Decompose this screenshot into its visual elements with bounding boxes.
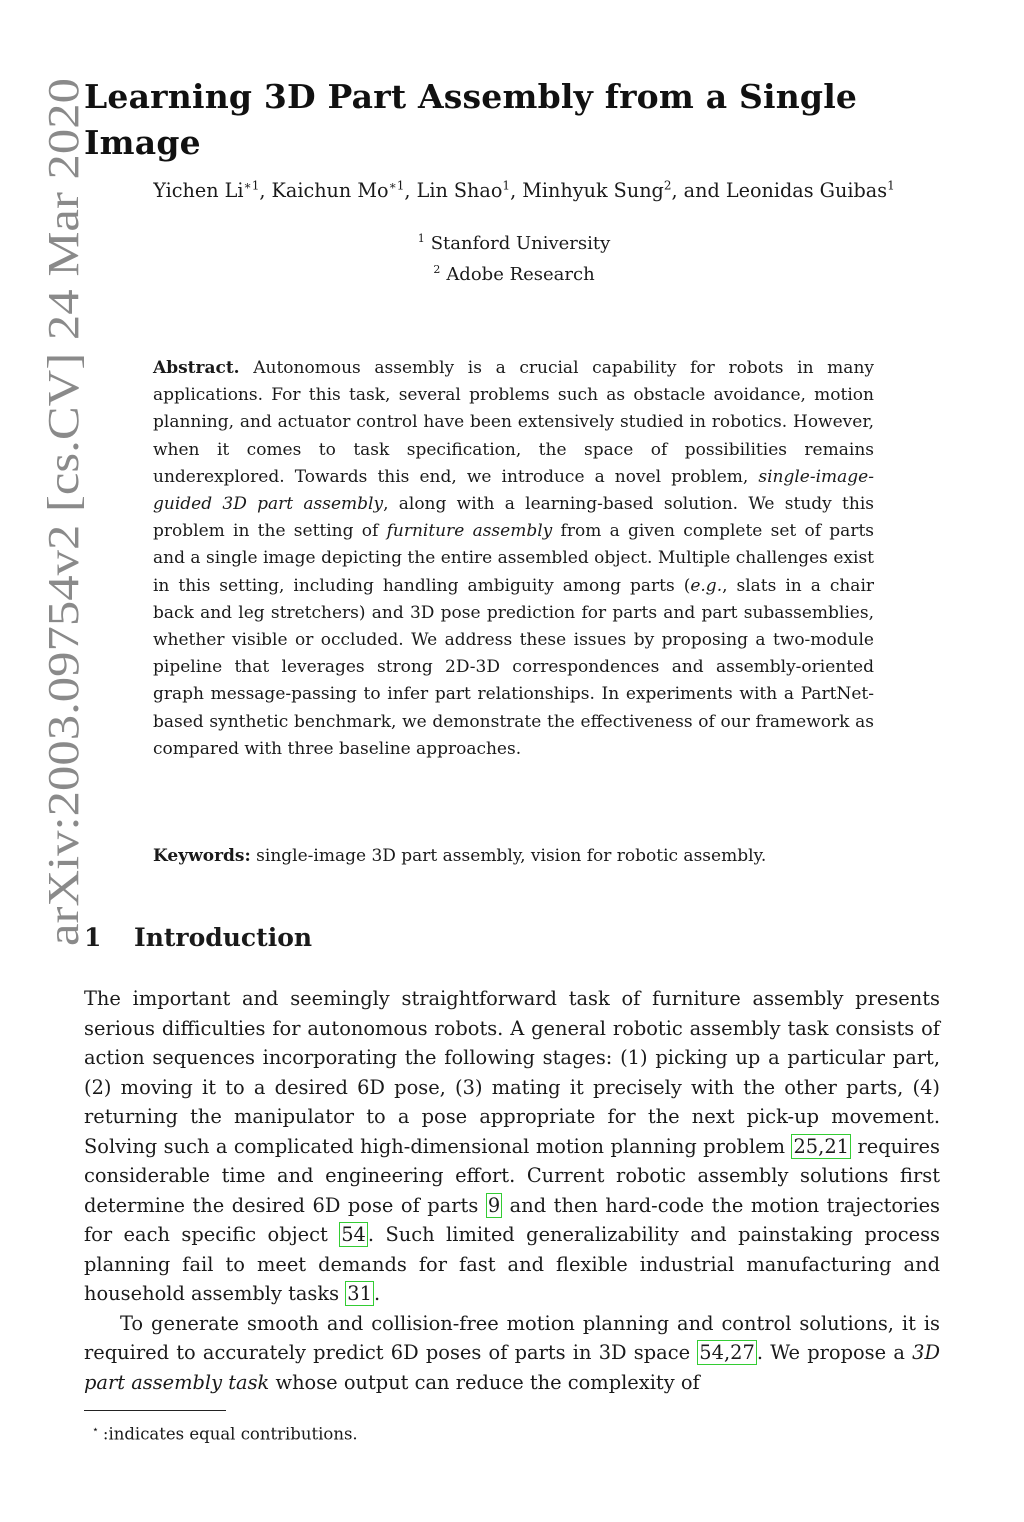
author-name: Lin Shao [416,179,503,203]
abstract-emphasis: furniture assembly [386,521,553,542]
citation-link[interactable]: 9 [487,1193,501,1217]
abstract-text: , slats in a chair back and leg stretchers) and 3D pose prediction for parts and part subassemblies, whether visible or occluded. We address these issues by proposing a two-module pipeline that leverages strong 2D-3D correspondences and assembly-oriented graph message-passing to infer part relationships. In experiments with a PartNet-based synthetic benchmark, we demonstrate the effectiveness of our framework as compared with three baseline approaches. [153,575,875,759]
body-emphasis: 3D part assembly task [84,1341,940,1394]
author-name: Yichen Li [153,179,244,203]
citation-link[interactable]: 54 [341,1223,366,1246]
author-affil-mark: 1 [887,179,895,193]
citation-link[interactable]: 31 [347,1282,372,1305]
author-list [84,170,964,207]
footnote [84,1418,784,1447]
author-separator: , [510,179,523,203]
abstract-label: Abstract. [153,358,240,378]
author [726,179,895,202]
keywords-label: Keywords: [153,846,251,866]
introduction-body [84,984,940,1397]
footnote-text: :indicates equal contributions. [102,1424,358,1444]
affiliation [84,226,944,257]
citation-number: 27 [730,1341,755,1364]
body-text-run: . Such limited generalizability and painstaking process planning fail to meet demands for fast and flexible industrial manufacturing and household assembly tasks [84,1223,940,1305]
author [417,179,523,202]
section-title: Introduction [134,923,313,952]
body-paragraph [84,1309,940,1398]
citation-link[interactable]: 54,27 [699,1341,755,1364]
author [153,179,271,202]
author-name: Minhyuk Sung [522,179,664,203]
citation-link[interactable]: 25,21 [793,1134,849,1158]
keywords [153,843,893,870]
affiliations [84,226,944,288]
affiliation-name: Adobe Research [446,264,595,285]
author-separator: , and [671,179,726,203]
abstract-emphasis: single-image-guided 3D part assembly [153,466,874,515]
citation-number: 25 [793,1134,819,1158]
body-text-run: . [373,1282,381,1305]
affiliation [84,257,944,288]
author-name: Kaichun Mo [271,179,389,203]
body-text-run: . We propose a [756,1341,913,1364]
body-text-run: and then hard-code the motion trajectories for each specific object [84,1193,940,1246]
section-heading [84,918,312,958]
body-paragraph [84,984,940,1309]
body-text-run: The important and seemingly straightforward task of furniture assembly presents serious difficulties for autonomous robots. A general robotic assembly task consists of action sequences incorporating the following stages: (1) picking up a particular part, (2) moving it to a desired 6D pose, (3) mating it precisely with the other parts, (4) returning the manipulator to a pose appropriate for the next pick-up movement. Solving such a complicated high-dimensional motion planning problem [84,987,940,1158]
abstract-text: from a given complete set of parts and a single image depicting the entire assembled object. Multiple challenges exist in this setting, including handling ambiguity among parts ( [153,521,874,596]
affiliation-mark: 1 [417,232,425,245]
citation-number: 54 [699,1341,724,1364]
abstract-text: , along with a learning-based solution. We study this problem in the setting of [153,494,874,542]
abstract-text: Autonomous assembly is a crucial capability for robots in many applications. For this task, several problems such as obstacle avoidance, motion planning, and actuator control have been extensively studied in robotics. However, when it comes to task specification, the space of possibilities remains underexplored. Towards this end, we introduce a novel problem, [153,358,874,487]
author [522,179,726,202]
body-text-run: whose output can reduce the complexity of [269,1370,700,1394]
arxiv-stamp-text: arXiv:2003.09754v2 [cs.CV] 24 Mar 2020 [39,193,88,946]
abstract-emphasis: e.g. [690,575,723,596]
affiliation-mark: 2 [433,263,441,276]
section-number: 1 [84,923,102,952]
author-affil-mark: 1 [502,179,511,193]
author-name: Leonidas Guibas [725,179,888,203]
footnote-rule [84,1410,226,1411]
abstract-paragraph [153,355,874,763]
footnote-mark: ⋆ [92,1423,99,1436]
author-affil-mark: 2 [663,179,672,193]
keywords-text: single-image 3D part assembly, vision for robotic assembly. [250,846,767,866]
body-text-run: To generate smooth and collision-free motion planning and control solutions, it is required to accurately predict 6D poses of parts in 3D space [84,1311,940,1364]
author-separator: , [404,179,417,203]
author-separator: , [259,179,272,203]
paper-title: Learning 3D Part Assembly from a Single Image [84,77,858,162]
body-text-run: requires considerable time and engineering effort. Current robotic assembly solutions first determine the desired 6D pose of parts [84,1134,940,1217]
affiliation-name: Stanford University [430,233,611,254]
author-affil-mark: ∗1 [243,179,260,193]
citation-number: 21 [824,1134,849,1158]
author [272,179,417,202]
abstract [153,355,874,763]
author-affil-mark: ∗1 [388,179,405,193]
